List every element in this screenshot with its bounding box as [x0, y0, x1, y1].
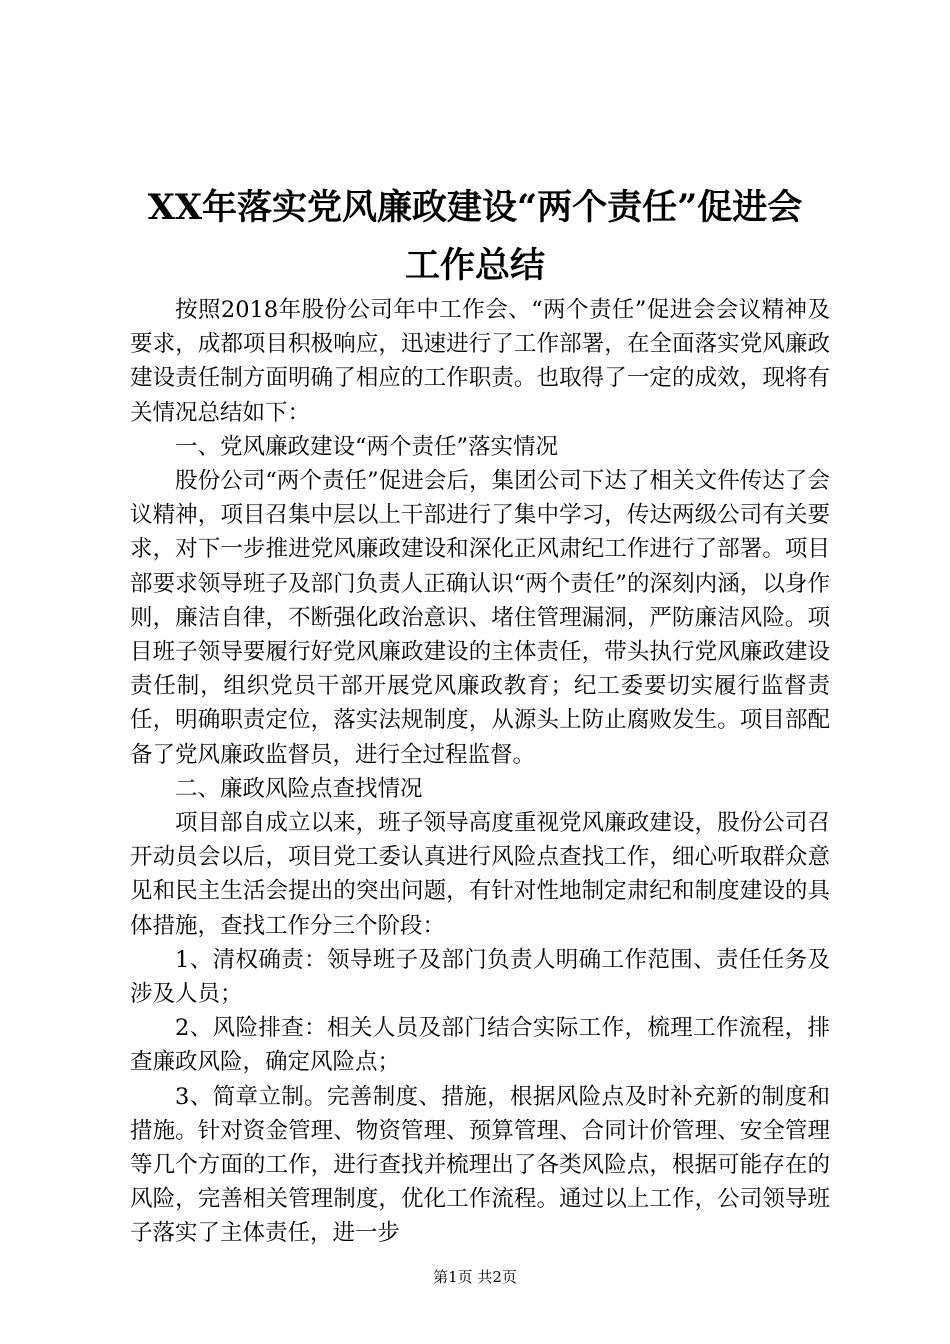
stage-1-paragraph: 1、清权确责：领导班子及部门负责人明确工作范围、责任任务及涉及人员； — [130, 946, 830, 1008]
section-heading-2: 二、廉政风险点查找情况 — [175, 775, 423, 802]
document-title-line-1: XX年落实党风廉政建设“两个责任”促进会 — [147, 187, 803, 228]
section-heading-1: 一、党风廉政建设“两个责任”落实情况 — [175, 433, 559, 460]
document-title-line-2: 工作总结 — [404, 245, 545, 286]
stage-3-paragraph: 3、简章立制。完善制度、措施，根据风险点及时补充新的制度和措施。针对资金管理、物资管理、预算管理、合同计价管理、安全管理等几个方面的工作，进行查找并梳理出了各类风险点，根据可能存在的风险，完善相关管理制度，优化工作流程。通过以上工作，公司领导班子落实了主体责任，进一步 — [130, 1083, 830, 1247]
section-2-paragraph: 项目部自成立以来，班子领导高度重视党风廉政建设，股份公司召开动员会以后，项目党工委认真进行风险点查找工作，细心听取群众意见和民主生活会提出的突出问题，有针对性地制定肃纪和制度建设的具体措施，查找工作分三个阶段： — [130, 810, 830, 939]
page-number-footer: 第1页 共2页 — [433, 1268, 517, 1286]
document-body — [130, 293, 830, 1251]
section-1-paragraph: 股份公司“两个责任”促进会后，集团公司下达了相关文件传达了会议精神，项目召集中层以上干部进行了集中学习，传达两级公司有关要求，对下一步推进党风廉政建设和深化正风肃纪工作进行了部署。项目部要求领导班子及部门负责人正确认识“两个责任”的深刻内涵，以身作则，廉洁自律，不断强化政治意识、堵住管理漏洞，严防廉洁风险。项目班子领导要履行好党风廉政建设的主体责任，带头执行党风廉政建设责任制，组织党员干部开展党风廉政教育；纪工委要切实履行监督责任，明确职责定位，落实法规制度，从源头上防止腐败发生。项目部配备了党风廉政监督员，进行全过程监督。 — [130, 468, 830, 768]
intro-paragraph: 按照2018年股份公司年中工作会、“两个责任”促进会会议精神及要求，成都项目积极响应，迅速进行了工作部署，在全面落实党风廉政建设责任制方面明确了相应的工作职责。也取得了一定的成效，现将有关情况总结如下： — [130, 297, 830, 426]
stage-2-paragraph: 2、风险排查：相关人员及部门结合实际工作，梳理工作流程，排查廉政风险，确定风险点； — [130, 1015, 830, 1076]
